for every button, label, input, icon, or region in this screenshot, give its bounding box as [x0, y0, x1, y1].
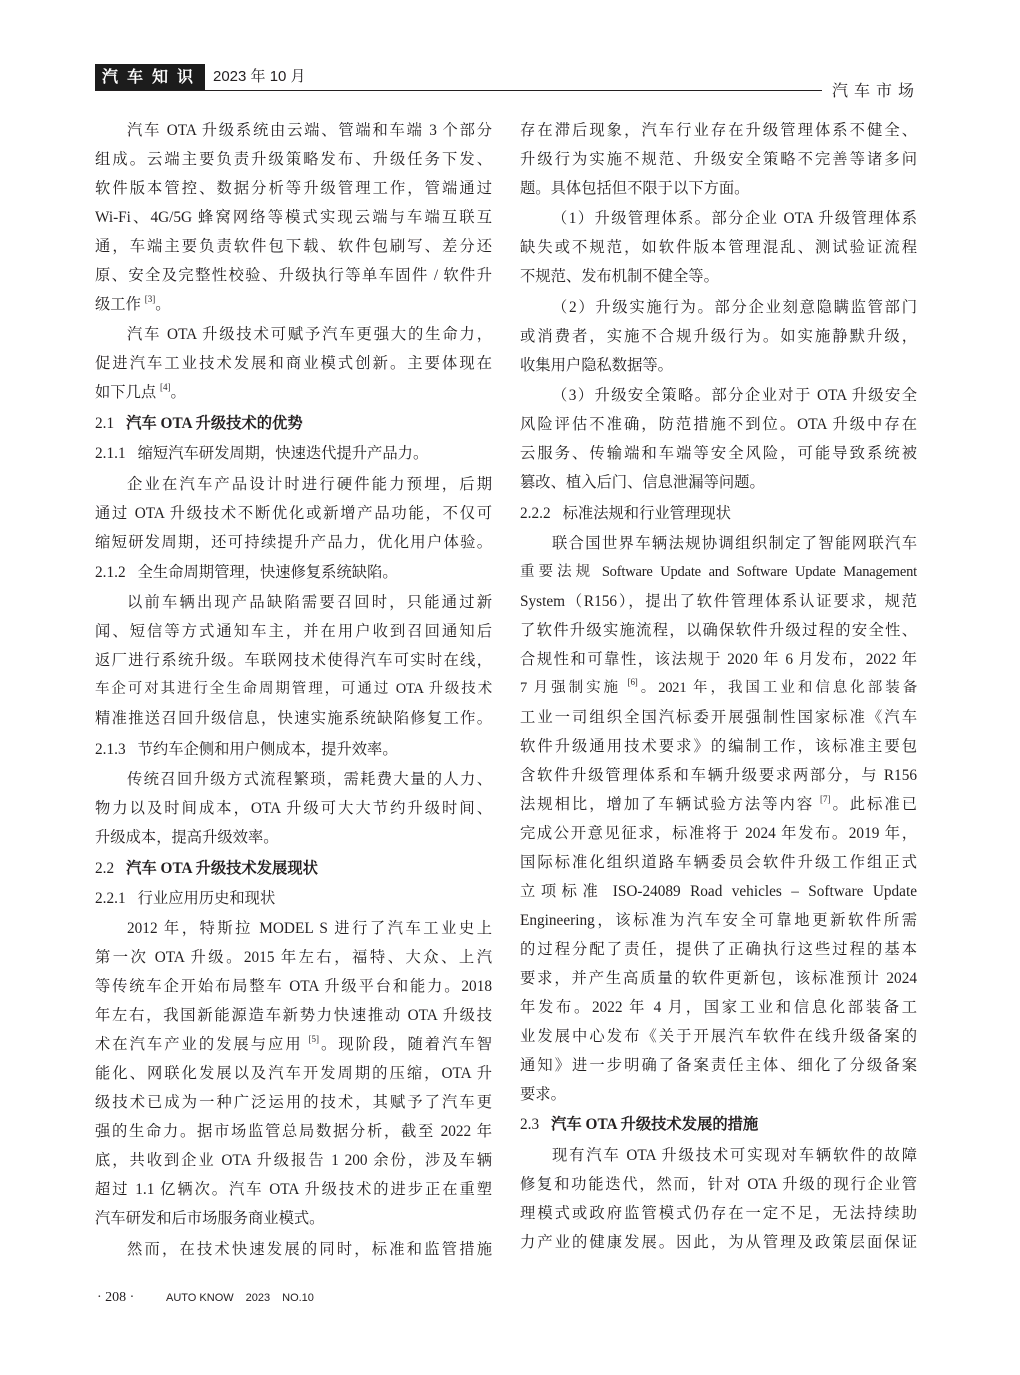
- text-line: 现有汽车 OTA 升级技术可实现对车辆软件的故障: [552, 1146, 917, 1164]
- left-column: [95, 116, 492, 1264]
- page-number: · 208 ·: [97, 1290, 135, 1305]
- text-line: 2012 年，特斯拉 MODEL S 进行了汽车工业史上: [127, 920, 492, 938]
- text-line: 风险评估不准确，防范措施不到位。OTA 升级中存在: [520, 416, 917, 434]
- text-line: 篡改、植入后门、信息泄漏等问题。: [520, 474, 765, 492]
- text-line: 云服务、传输端和车端等安全风险，可能导致系统被: [520, 445, 917, 463]
- line-text: 法规相比，增加了车辆试验方法等内容: [520, 795, 820, 813]
- text-line: 底，共收到企业 OTA 升级报告 1 200 余份，涉及车辆: [95, 1152, 492, 1170]
- heading-title: 汽车 OTA 升级技术发展的措施: [551, 1116, 759, 1134]
- text-line: 重要法规 Software Update and Software Update Management: [520, 563, 917, 580]
- text-line: 组成。云端主要负责升级策略发布、升级任务下发、: [95, 151, 492, 168]
- subsection-heading: [95, 439, 492, 468]
- subsection-heading: [95, 558, 492, 587]
- text-line: [95, 290, 492, 319]
- paragraph: [95, 320, 492, 407]
- citation-ref: [6]: [627, 676, 638, 687]
- paragraph: [520, 1141, 917, 1257]
- text-line: 理模式或政府监管模式仍存在一定不足，无法持续助: [520, 1204, 917, 1222]
- text-line: 合规性和可靠性，该法规于 2020 年 6 月发布，2022 年: [520, 650, 917, 668]
- text-line: 升级行为实施不规范、升级安全策略不完善等诸多问: [520, 151, 917, 168]
- text-line: 原、安全及完整性校验、升级执行等单车固件 / 软件升: [95, 267, 492, 284]
- header-divider: [95, 90, 822, 91]
- heading-title: 全生命周期管理，快速修复系统缺陷。: [137, 563, 398, 581]
- text-line: System（R156），提出了软件管理体系认证要求，规范: [520, 592, 917, 610]
- text-line: （1）升级管理体系。部分企业 OTA 升级管理体系: [552, 210, 917, 228]
- text-line: 了软件升级实施流程，以确保软件升级过程的安全性、: [520, 621, 917, 639]
- line-text: 如下几点: [95, 384, 161, 402]
- section-heading: [95, 409, 492, 438]
- line-text: 级工作: [95, 296, 145, 313]
- text-line: 缺失或不规范，如软件版本管理混乱、测试验证流程: [520, 239, 917, 257]
- text-line: 通过 OTA 升级技术不断优化或新增产品功能，不仅可: [95, 504, 492, 522]
- right-column: [520, 116, 917, 1257]
- text-line: 力产业的健康发展。因此，为从管理及政策层面保证: [520, 1233, 917, 1251]
- heading-title: 汽车 OTA 升级技术的优势: [126, 414, 303, 432]
- line-text: 。此标准已: [830, 795, 917, 813]
- heading-title: 节约车企侧和用户侧成本，提升效率。: [137, 740, 398, 758]
- paragraph: [95, 470, 492, 557]
- paragraph: [95, 765, 492, 852]
- paragraph: [520, 204, 917, 291]
- text-line: 缩短研发周期，还可持续提升产品力，优化用户体验。: [95, 533, 492, 551]
- heading-number: 2.2.1: [95, 889, 126, 907]
- text-line: 能化、网联化发展以及汽车开发周期的压缩，OTA 升: [95, 1065, 492, 1083]
- citation-ref: [5]: [308, 1034, 319, 1045]
- footer-journal-info: [166, 1286, 326, 1310]
- heading-number: 2.2.2: [520, 504, 551, 522]
- text-line: 传统召回升级方式流程繁琐，需耗费大量的人力、: [127, 771, 492, 789]
- text-line: 精准推送召回升级信息，快速实施系统缺陷修复工作。: [95, 710, 492, 728]
- citation-ref: [4]: [160, 382, 171, 393]
- citation-ref: [7]: [819, 793, 831, 804]
- text-line: 汽车研发和后市场服务商业模式。: [95, 1210, 325, 1228]
- text-line: 级技术已成为一种广泛运用的技术，其赋予了汽车更: [95, 1094, 492, 1112]
- text-line: 国际标准化组织道路车辆委员会软件升级工作组正式: [520, 853, 917, 871]
- text-line: 立项标准 ISO-24089 Road vehicles – Software Update: [520, 882, 917, 900]
- heading-title: 标准法规和行业管理现状: [562, 504, 731, 522]
- issue-date: 2023 年 10 月: [213, 68, 306, 85]
- text-line: 物力以及时间成本，OTA 升级可大大节约升级时间、: [95, 800, 492, 818]
- heading-number: 2.1.1: [95, 445, 126, 463]
- paragraph: [95, 588, 492, 733]
- section-heading: [95, 854, 492, 883]
- text-line: 强的生命力。据市场监管总局数据分析，截至 2022 年: [95, 1123, 492, 1141]
- paragraph: [520, 116, 917, 203]
- text-line: 业发展中心发布《关于开展汽车软件在线升级备案的: [520, 1027, 917, 1045]
- subsection-heading: [95, 884, 492, 913]
- text-line: 通知》进一步明确了备案责任主体、细化了分级备案: [520, 1056, 917, 1074]
- line-text: 。: [155, 296, 171, 313]
- section-heading: [520, 1110, 917, 1139]
- text-line: 要求，并产生高质量的软件更新包，该标准预计 2024: [520, 969, 917, 987]
- subsection-heading: [95, 735, 492, 764]
- line-text: 。现阶段，随着汽车智: [318, 1036, 492, 1054]
- text-line: 完成公开意见征求，标准将于 2024 年发布。2019 年，: [520, 824, 917, 842]
- text-line: 促进汽车工业技术发展和商业模式创新。主要体现在: [95, 355, 492, 373]
- text-line: 工业一司组织全国汽标委开展强制性国家标准《汽车: [520, 708, 917, 726]
- heading-title: 缩短汽车研发周期，快速迭代提升产品力。: [137, 445, 429, 463]
- text-line: Engineering，该标准为汽车安全可靠地更新软件所需: [520, 911, 917, 929]
- text-line: 超过 1.1 亿辆次。汽车 OTA 升级技术的进步正在重塑: [95, 1181, 492, 1199]
- heading-number: 2.1.2: [95, 563, 126, 581]
- text-line: 不规范、发布机制不健全等。: [520, 268, 719, 286]
- text-line: 第一次 OTA 升级。2015 年左右，福特、大众、上汽: [95, 949, 492, 967]
- paragraph: [520, 293, 917, 380]
- subsection-heading: [520, 499, 917, 528]
- text-line: 含软件升级管理体系和车辆升级要求两部分，与 R156: [520, 766, 917, 784]
- paragraph: [95, 914, 492, 1233]
- text-line: 通，车端主要负责软件包下载、软件包刷写、差分还: [95, 238, 492, 255]
- text-line: 年发布。2022 年 4 月，国家工业和信息化部装备工: [520, 998, 917, 1016]
- heading-number: 2.1.3: [95, 740, 126, 758]
- text-line: 的过程分配了责任，提供了正确执行这些过程的基本: [520, 940, 917, 958]
- text-line: [95, 1030, 492, 1059]
- text-line: 闻、短信等方式通知车主，并在用户收到召回通知后: [95, 623, 492, 641]
- paragraph: [95, 1235, 492, 1264]
- text-line: 或消费者，实施不合规升级行为。如实施静默升级，: [520, 327, 917, 345]
- footer-year: 2023: [245, 1292, 271, 1304]
- line-text: 术在汽车产业的发展与应用: [95, 1036, 309, 1054]
- text-line: 软件版本管控、数据分析等升级管理工作，管端通过: [95, 180, 492, 197]
- text-line: 汽车 OTA 升级系统由云端、管端和车端 3 个部分: [127, 122, 492, 139]
- text-line: 联合国世界车辆法规协调组织制定了智能网联汽车: [552, 534, 917, 552]
- text-line: 题。具体包括但不限于以下方面。: [520, 180, 750, 197]
- paragraph: [520, 529, 917, 1109]
- text-line: 要求。: [520, 1085, 566, 1103]
- text-line: 年左右，我国新能源造车新势力快速推动 OTA 升级技: [95, 1007, 492, 1025]
- text-line: [520, 790, 917, 819]
- citation-ref: [3]: [144, 294, 156, 304]
- paragraph: [95, 116, 492, 319]
- text-line: 企业在汽车产品设计时进行硬件能力预埋，后期: [127, 475, 492, 493]
- text-line: （2）升级实施行为。部分企业刻意隐瞒监管部门: [552, 298, 917, 316]
- journal-name-badge: 汽车知识: [95, 64, 205, 90]
- heading-number: 2.3: [520, 1116, 540, 1134]
- text-line: [520, 674, 917, 703]
- footer-journal-name: AUTO KNOW: [166, 1292, 234, 1304]
- text-line: 车企可对其进行全生命周期管理，可通过 OTA 升级技术: [95, 681, 492, 698]
- text-line: 修复和功能迭代，然而，针对 OTA 升级的现行企业管: [520, 1175, 917, 1193]
- text-line: （3）升级安全策略。部分企业对于 OTA 升级安全: [552, 387, 917, 405]
- heading-title: 行业应用历史和现状: [137, 889, 276, 907]
- text-line: 以前车辆出现产品缺陷需要召回时，只能通过新: [127, 594, 492, 612]
- paragraph: [520, 381, 917, 497]
- text-line: 等传统车企开始布局整车 OTA 升级平台和能力。2018: [95, 978, 492, 996]
- text-line: 返厂进行系统升级。车联网技术使得汽车可实时在线，: [95, 652, 492, 670]
- line-text: 7 月强制实施: [520, 679, 628, 696]
- footer-issue: NO.10: [282, 1292, 314, 1304]
- text-line: 软件升级通用技术要求》的编制工作，该标准主要包: [520, 737, 917, 755]
- section-name: 汽车市场: [832, 83, 921, 100]
- text-line: [95, 378, 492, 407]
- text-line: 收集用户隐私数据等。: [520, 356, 673, 374]
- text-line: Wi-Fi、4G/5G 蜂窝网络等模式实现云端与车端互联互: [95, 209, 492, 226]
- heading-number: 2.2: [95, 859, 115, 877]
- text-line: 汽车 OTA 升级技术可赋予汽车更强大的生命力，: [127, 326, 492, 344]
- line-text: 。2021 年，我国工业和信息化部装备: [637, 679, 917, 696]
- heading-number: 2.1: [95, 414, 115, 432]
- heading-title: 汽车 OTA 升级技术发展现状: [126, 859, 318, 877]
- text-line: 然而，在技术快速发展的同时，标准和监管措施: [127, 1240, 492, 1258]
- text-line: 升级成本，提高升级效率。: [95, 829, 279, 847]
- line-text: 。: [170, 384, 186, 402]
- text-line: 存在滞后现象，汽车行业存在升级管理体系不健全、: [520, 122, 917, 139]
